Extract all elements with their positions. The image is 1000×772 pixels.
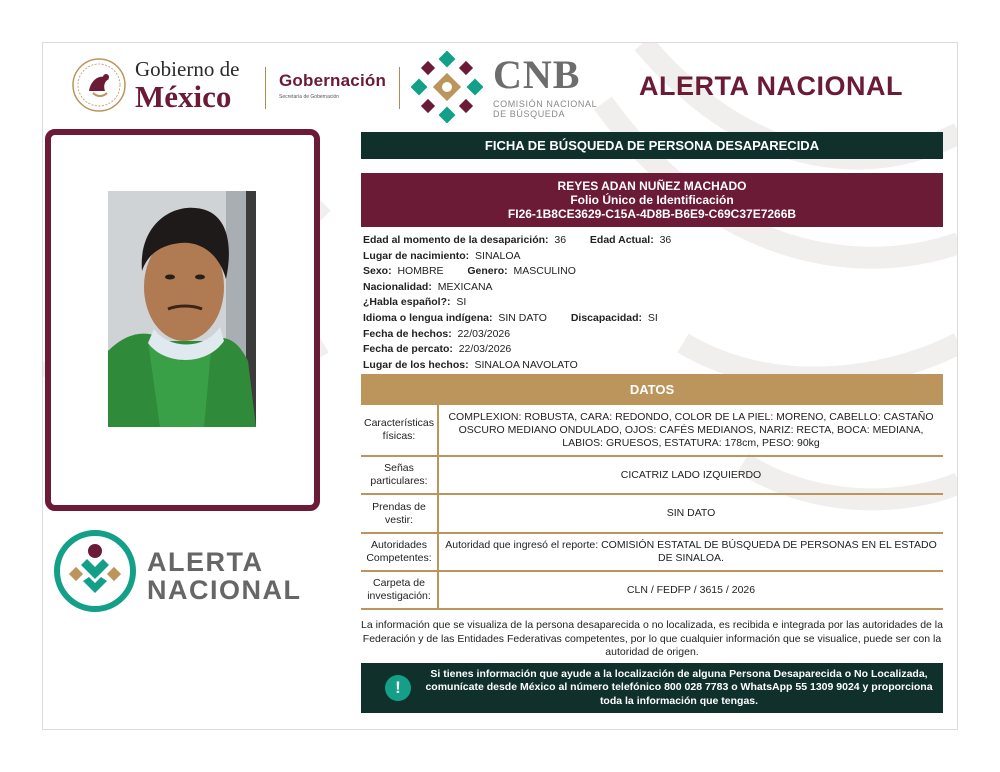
gobierno-line2: México (135, 78, 232, 114)
genero-value: MASCULINO (513, 265, 576, 278)
row-value: Autoridad que ingresó el reporte: COMISIÓN ESTATAL DE BÚSQUEDA DE PERSONAS EN EL ESTADO DE SINALOA. (445, 539, 937, 564)
row-value: COMPLEXION: ROBUSTA, CARA: REDONDO, COLOR DE LA PIEL: MORENO, CABELLO: CASTAÑO OSCURO MEDIANO ONDULADO, OJOS: CAFÉS MEDIANOS, NARIZ: RECTA, BOCA: MEDIANA, LABIOS: GRUESOS, ESTATURA: 178cm, PESO: 90kg (448, 410, 934, 449)
sexo-label: Sexo: (363, 265, 392, 278)
info-row (363, 295, 943, 311)
disclaimer-text: La información que se visualiza de la persona desaparecida o no localizada, es recibida e integrada por las autoridades de la Federación y de las Entidades Federativas competentes, por lo que cualquier información que se visualice, puede ser con la autoridad de origen. (361, 619, 943, 658)
discapacidad-label: Discapacidad: (570, 311, 643, 324)
gobernacion-subtitle: Secretaría de Gobernación (279, 94, 340, 100)
alerta-nacional-wordmark (147, 549, 302, 604)
edad-actual-label: Edad Actual: (589, 234, 654, 246)
person-info (363, 233, 943, 373)
habla-espanol-value: SI (456, 296, 467, 309)
folio-value: FI26-1B8CE3629-C15A-4D8B-B6E9-C69C37E7266B (507, 207, 797, 222)
alert-card (42, 42, 958, 730)
discapacidad-value: SI (647, 311, 658, 324)
sexo-value: HOMBRE (397, 265, 444, 278)
gobierno-line1: Gobierno de (135, 56, 240, 81)
alerta-line: ALERTA (147, 547, 264, 577)
nacional-line: NACIONAL (147, 574, 302, 605)
person-name: REYES ADAN NUÑEZ MACHADO (557, 178, 747, 193)
table-row (361, 405, 943, 457)
person-photo-image (108, 191, 256, 427)
table-row (361, 457, 943, 495)
cnb-subtitle-2: DE BÚSQUEDA (493, 109, 566, 120)
idioma-label: Idioma o lengua indígena: (363, 311, 493, 324)
row-label: Prendas de vestir: (361, 495, 439, 532)
edad-desaparicion-label: Edad al momento de la desaparición: (363, 234, 549, 246)
nacionalidad-label: Nacionalidad: (363, 280, 432, 293)
alerta-nacional-title: ALERTA NACIONAL (639, 71, 903, 101)
divider (265, 67, 266, 109)
edad-desaparicion-value: 36 (554, 234, 567, 246)
table-row (361, 495, 943, 534)
gobernacion-logo (279, 71, 386, 100)
datos-title-bar: DATOS (361, 374, 943, 405)
lugar-nacimiento-value: SINALOA (475, 249, 521, 262)
person-photo (108, 191, 256, 427)
contact-text: Si tienes información que ayude a la localización de alguna Persona Desaparecida o No Localizada, comunícate desde México al número telefónico 800 028 7783 o WhatsApp 55 1309 9024 y proporciona toda la información que tengas. (425, 667, 933, 707)
info-row (363, 264, 943, 280)
row-label: Carpeta de investigación: (361, 572, 439, 608)
genero-label: Genero: (467, 265, 508, 278)
fecha-hechos-value: 22/03/2026 (457, 327, 511, 340)
nacionalidad-value: MEXICANA (437, 280, 493, 293)
row-label: Señas particulares: (361, 457, 439, 493)
info-row (363, 233, 943, 249)
datos-table (361, 405, 943, 610)
exclamation-icon: ! (385, 675, 411, 701)
info-row (363, 280, 943, 296)
lugar-hechos-label: Lugar de los hechos: (363, 358, 469, 371)
escudo-nacional-icon (71, 57, 127, 113)
cnb-subtitle-1: COMISIÓN NACIONAL (493, 99, 598, 109)
person-name-box (361, 173, 943, 227)
ficha-title-bar: FICHA DE BÚSQUEDA DE PERSONA DESAPARECIDA (361, 132, 943, 159)
fecha-percato-value: 22/03/2026 (458, 343, 512, 356)
row-value: CLN / FEDFP / 3615 / 2026 (626, 583, 756, 596)
info-row (363, 342, 943, 358)
photo-frame (45, 129, 320, 511)
cnb-logo-icon (411, 51, 483, 123)
gobierno-de-mexico-logo (71, 57, 239, 113)
info-row (363, 358, 943, 374)
habla-espanol-label: ¿Habla español?: (363, 296, 451, 309)
edad-actual-value: 36 (659, 234, 672, 246)
fecha-hechos-label: Fecha de hechos: (363, 327, 452, 340)
info-row (363, 249, 943, 265)
info-row (363, 327, 943, 343)
row-label: Autoridades Competentes: (361, 534, 439, 570)
folio-label: Folio Único de Identificación (570, 192, 734, 207)
idioma-value: SIN DATO (498, 311, 547, 324)
lugar-hechos-value: SINALOA NAVOLATO (474, 358, 578, 371)
contact-banner (361, 663, 943, 713)
lugar-nacimiento-label: Lugar de nacimiento: (363, 249, 470, 262)
alerta-nacional-logo-icon (53, 529, 137, 613)
fecha-percato-label: Fecha de percato: (363, 343, 453, 356)
info-row (363, 311, 943, 327)
row-label: Características físicas: (361, 405, 439, 455)
gobernacion-title: Gobernación (279, 71, 387, 90)
table-row (361, 534, 943, 572)
cnb-wordmark (493, 52, 598, 120)
row-value: SIN DATO (666, 507, 716, 519)
row-value: CICATRIZ LADO IZQUIERDO (620, 468, 762, 481)
table-row (361, 572, 943, 610)
divider (399, 67, 400, 109)
cnb-title: CNB (493, 52, 581, 97)
